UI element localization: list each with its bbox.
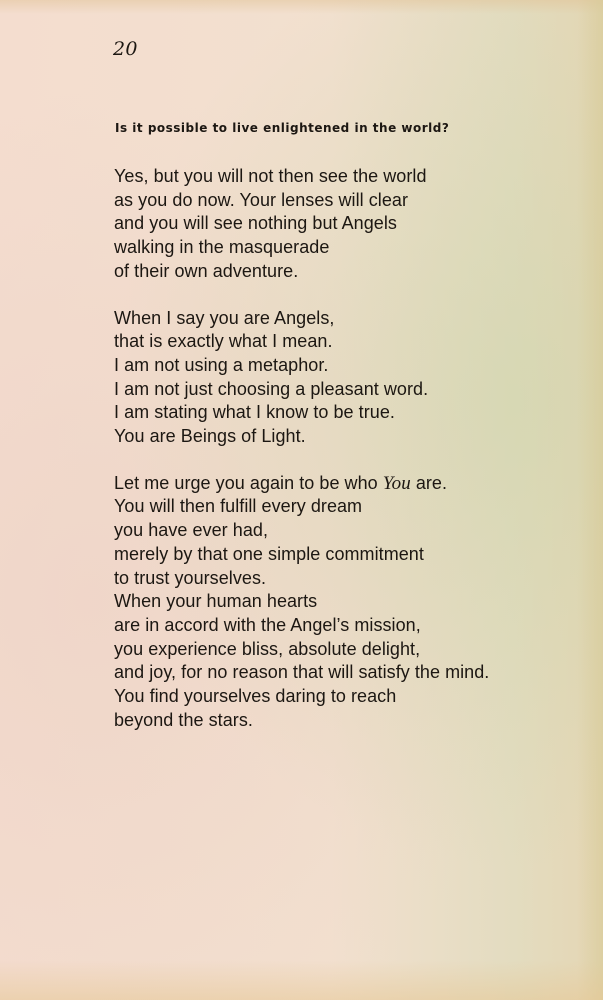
text-line: When your human hearts bbox=[114, 591, 318, 612]
page-edge-top bbox=[0, 0, 603, 14]
text-line: You find yourselves daring to reach bbox=[114, 686, 397, 707]
text-line: You are Beings of Light. bbox=[114, 426, 306, 447]
text-line: are in accord with the Angel’s mission, bbox=[114, 614, 421, 635]
text-line: Yes, but you will not then see the world bbox=[114, 166, 427, 186]
text-fragment: Let me urge you again to be who bbox=[114, 472, 383, 493]
text-line: merely by that one simple commitment bbox=[114, 543, 424, 564]
text-line: as you do now. Your lenses will clear bbox=[114, 189, 409, 210]
stanza-1 bbox=[114, 165, 594, 284]
text-line: and joy, for no reason that will satisfy the mind. bbox=[114, 662, 490, 683]
text-line: You will then fulfill every dream bbox=[114, 496, 363, 517]
stanza-3 bbox=[114, 472, 594, 733]
text-line: you have ever had, bbox=[114, 520, 269, 541]
page-edge-bottom bbox=[0, 960, 603, 1000]
emphasized-word: You bbox=[382, 472, 411, 494]
stanza-2 bbox=[114, 307, 594, 449]
text-line: beyond the stars. bbox=[114, 709, 253, 730]
text-line: When I say you are Angels, bbox=[114, 307, 335, 328]
text-line: I am not using a metaphor. bbox=[114, 354, 329, 375]
text-line: I am stating what I know to be true. bbox=[114, 402, 395, 423]
text-line: to trust yourselves. bbox=[114, 567, 267, 588]
page-number: 20 bbox=[113, 38, 138, 60]
text-line: and you will see nothing but Angels bbox=[114, 213, 397, 234]
answer-text bbox=[114, 165, 594, 732]
text-fragment: are. bbox=[410, 472, 448, 493]
text-line: that is exactly what I mean. bbox=[114, 331, 333, 352]
text-line: you experience bliss, absolute delight, bbox=[114, 638, 421, 659]
text-line: I am not just choosing a pleasant word. bbox=[114, 378, 429, 399]
text-line-with-emphasis bbox=[114, 472, 594, 496]
text-line: of their own adventure. bbox=[114, 260, 299, 281]
text-line: walking in the masquerade bbox=[114, 237, 330, 258]
question-heading: Is it possible to live enlightened in the world? bbox=[115, 121, 450, 135]
